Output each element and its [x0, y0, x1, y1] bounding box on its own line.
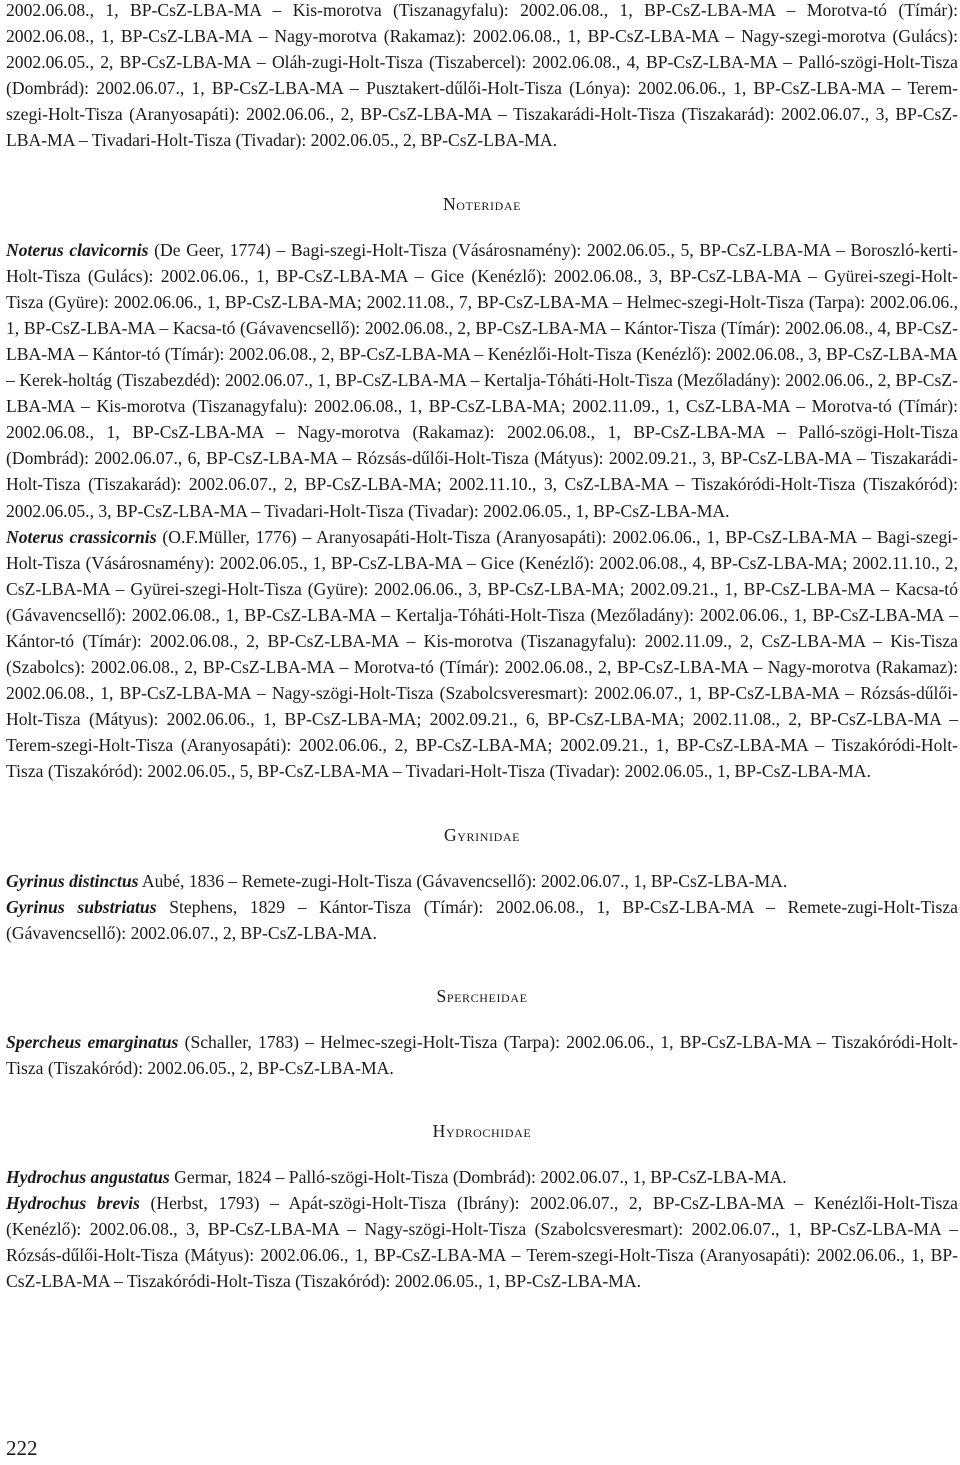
family-heading-gyrinidae: Gyrinidae	[443, 824, 521, 845]
species-records: (Schaller, 1783) – Helmec-szegi-Holt-Tisza (Tarpa): 2002.06.06., 1, BP-CsZ-LBA-MA – Tiszakóródi-Holt-Tisza (Tiszakóród): 2002.06.05., 2, BP-CsZ-LBA-MA.	[6, 1031, 958, 1078]
document-page	[6, 0, 958, 1294]
species-entry	[6, 1029, 958, 1081]
species-name: Hydrochus brevis	[6, 1193, 140, 1214]
species-records: (De Geer, 1774) – Bagi-szegi-Holt-Tisza (Vásárosnamény): 2002.06.05., 5, BP-CsZ-LBA-MA – Boroszló-kerti-Holt-Tisza (Gulács): 2002.06.06., 1, BP-CsZ-LBA-MA – Gice (Kenézlő): 2002.06.08., 3, BP-CsZ-LBA-MA – Gyürei-szegi-Holt-Tisza (Gyüre): 2002.06.06., 1, BP-CsZ-LBA-MA; 2002.11.08., 7, BP-CsZ-LBA-MA – Helmec-szegi-Holt-Tisza (Tarpa): 2002.06.06., 1, BP-CsZ-LBA-MA – Kacsa-tó (Gávavencsellő): 2002.06.08., 2, BP-CsZ-LBA-MA – Kántor-Tisza (Tímár): 2002.06.08., 4, BP-CsZ-LBA-MA – Kántor-tó (Tímár): 2002.06.08., 2, BP-CsZ-LBA-MA – Kenézlői-Holt-Tisza (Kenézlő): 2002.06.08., 3, BP-CsZ-LBA-MA – Kerek-holtág (Tiszabezdéd): 2002.06.07., 1, BP-CsZ-LBA-MA – Kertalja-Tóháti-Holt-Tisza (Mezőladány): 2002.06.06., 2, BP-CsZ-LBA-MA – Kis-morotva (Tiszanagyfalu): 2002.06.08., 1, BP-CsZ-LBA-MA; 2002.11.09., 1, CsZ-LBA-MA – Morotva-tó (Tímár): 2002.06.08., 1, BP-CsZ-LBA-MA – Nagy-morotva (Rakamaz): 2002.06.08., 1, BP-CsZ-LBA-MA – Palló-szögi-Holt-Tisza (Dombrád): 2002.06.07., 6, BP-CsZ-LBA-MA – Rózsás-dűlői-Holt-Tisza (Mátyus): 2002.09.21., 3, BP-CsZ-LBA-MA – Tiszakarádi-Holt-Tisza (Tiszakarád): 2002.06.07., 2, BP-CsZ-LBA-MA; 2002.11.10., 3, CsZ-LBA-MA – Tiszakóródi-Holt-Tisza (Tiszakóród): 2002.06.05., 3, BP-CsZ-LBA-MA – Tivadari-Holt-Tisza (Tivadar): 2002.06.05., 1, BP-CsZ-LBA-MA.	[6, 239, 958, 521]
species-name: Noterus clavicornis	[6, 239, 149, 260]
page-number: 222	[6, 1436, 38, 1460]
family-heading-hydrochidae: Hydrochidae	[432, 1121, 532, 1141]
family-heading-noteridae: Noteridae	[442, 193, 522, 214]
species-name: Hydrochus angustatus	[6, 1167, 170, 1187]
family-heading-spercheidae: Spercheidae	[436, 985, 528, 1006]
species-entry	[6, 894, 958, 946]
species-records: Aubé, 1836 – Remete-zugi-Holt-Tisza (Gávavencsellő): 2002.06.07., 1, BP-CsZ-LBA-MA.	[138, 870, 788, 891]
species-name: Gyrinus distinctus	[6, 870, 139, 891]
species-name: Noterus crassicornis	[6, 526, 157, 547]
species-records: (Herbst, 1793) – Apát-szögi-Holt-Tisza (Ibrány): 2002.06.07., 2, BP-CsZ-LBA-MA – Kenézlői-Holt-Tisza (Kenézlő): 2002.06.08., 3, BP-CsZ-LBA-MA – Nagy-szögi-Holt-Tisza (Szabolcsveresmart): 2002.06.07., 1, BP-CsZ-LBA-MA – Rózsás-dűlői-Holt-Tisza (Mátyus): 2002.06.06., 1, BP-CsZ-LBA-MA – Terem-szegi-Holt-Tisza (Aranyosapáti): 2002.06.06., 1, BP-CsZ-LBA-MA – Tiszakóródi-Holt-Tisza (Tiszakóród): 2002.06.05., 1, BP-CsZ-LBA-MA.	[6, 1193, 958, 1292]
species-records: (O.F.Müller, 1776) – Aranyosapáti-Holt-Tisza (Aranyosapáti): 2002.06.06., 1, BP-CsZ-LBA-MA – Bagi-szegi-Holt-Tisza (Vásárosnamény): 2002.06.05., 1, BP-CsZ-LBA-MA – Gice (Kenézlő): 2002.06.08., 4, BP-CsZ-LBA-MA; 2002.11.10., 2, CsZ-LBA-MA – Gyürei-szegi-Holt-Tisza (Gyüre): 2002.06.06., 3, BP-CsZ-LBA-MA; 2002.09.21., 1, BP-CsZ-LBA-MA – Kacsa-tó (Gávavencsellő): 2002.06.08., 1, BP-CsZ-LBA-MA – Kertalja-Tóháti-Holt-Tisza (Mezőladány): 2002.06.06., 1, BP-CsZ-LBA-MA – Kántor-tó (Tímár): 2002.06.08., 2, BP-CsZ-LBA-MA – Kis-morotva (Tiszanagyfalu): 2002.11.09., 2, CsZ-LBA-MA – Kis-Tisza (Szabolcs): 2002.06.08., 2, BP-CsZ-LBA-MA – Morotva-tó (Tímár): 2002.06.08., 2, BP-CsZ-LBA-MA – Nagy-morotva (Rakamaz): 2002.06.08., 1, BP-CsZ-LBA-MA – Nagy-szögi-Holt-Tisza (Szabolcsveresmart): 2002.06.07., 1, BP-CsZ-LBA-MA – Rózsás-dűlői-Holt-Tisza (Mátyus): 2002.06.06., 1, BP-CsZ-LBA-MA; 2002.09.21., 6, BP-CsZ-LBA-MA; 2002.11.08., 2, BP-CsZ-LBA-MA – Terem-szegi-Holt-Tisza (Aranyosapáti): 2002.06.06., 2, BP-CsZ-LBA-MA; 2002.09.21., 1, BP-CsZ-LBA-MA – Tiszakóródi-Holt-Tisza (Tiszakóród): 2002.06.05., 5, BP-CsZ-LBA-MA – Tivadari-Holt-Tisza (Tivadar): 2002.06.05., 1, BP-CsZ-LBA-MA.	[6, 526, 958, 782]
species-name: Spercheus emarginatus	[6, 1031, 179, 1052]
species-entry	[6, 868, 958, 894]
species-entry	[6, 1164, 958, 1190]
species-records: Germar, 1824 – Palló-szögi-Holt-Tisza (Dombrád): 2002.06.07., 1, BP-CsZ-LBA-MA.	[169, 1167, 787, 1187]
species-entry	[6, 237, 958, 524]
species-records: Stephens, 1829 – Kántor-Tisza (Tímár): 2002.06.08., 1, BP-CsZ-LBA-MA – Remete-zugi-Holt-Tisza (Gávavencsellő): 2002.06.07., 2, BP-CsZ-LBA-MA.	[6, 896, 958, 943]
species-entry	[6, 1190, 958, 1294]
species-entry	[6, 524, 958, 785]
species-name: Gyrinus substriatus	[6, 896, 157, 917]
intro-paragraph: 2002.06.08., 1, BP-CsZ-LBA-MA – Kis-morotva (Tiszanagyfalu): 2002.06.08., 1, BP-CsZ-LBA-MA – Morotva-tó (Tímár): 2002.06.08., 1, BP-CsZ-LBA-MA – Nagy-morotva (Rakamaz): 2002.06.08., 1, BP-CsZ-LBA-MA – Nagy-szegi-morotva (Gulács): 2002.06.05., 2, BP-CsZ-LBA-MA – Oláh-zugi-Holt-Tisza (Tiszabercel): 2002.06.08., 4, BP-CsZ-LBA-MA – Palló-szögi-Holt-Tisza (Dombrád): 2002.06.07., 1, BP-CsZ-LBA-MA – Pusztakert-dűlői-Holt-Tisza (Lónya): 2002.06.06., 1, BP-CsZ-LBA-MA – Terem-szegi-Holt-Tisza (Aranyosapáti): 2002.06.06., 2, BP-CsZ-LBA-MA – Tiszakarádi-Holt-Tisza (Tiszakarád): 2002.06.07., 3, BP-CsZ-LBA-MA – Tivadari-Holt-Tisza (Tivadar): 2002.06.05., 2, BP-CsZ-LBA-MA.	[6, 0, 958, 151]
